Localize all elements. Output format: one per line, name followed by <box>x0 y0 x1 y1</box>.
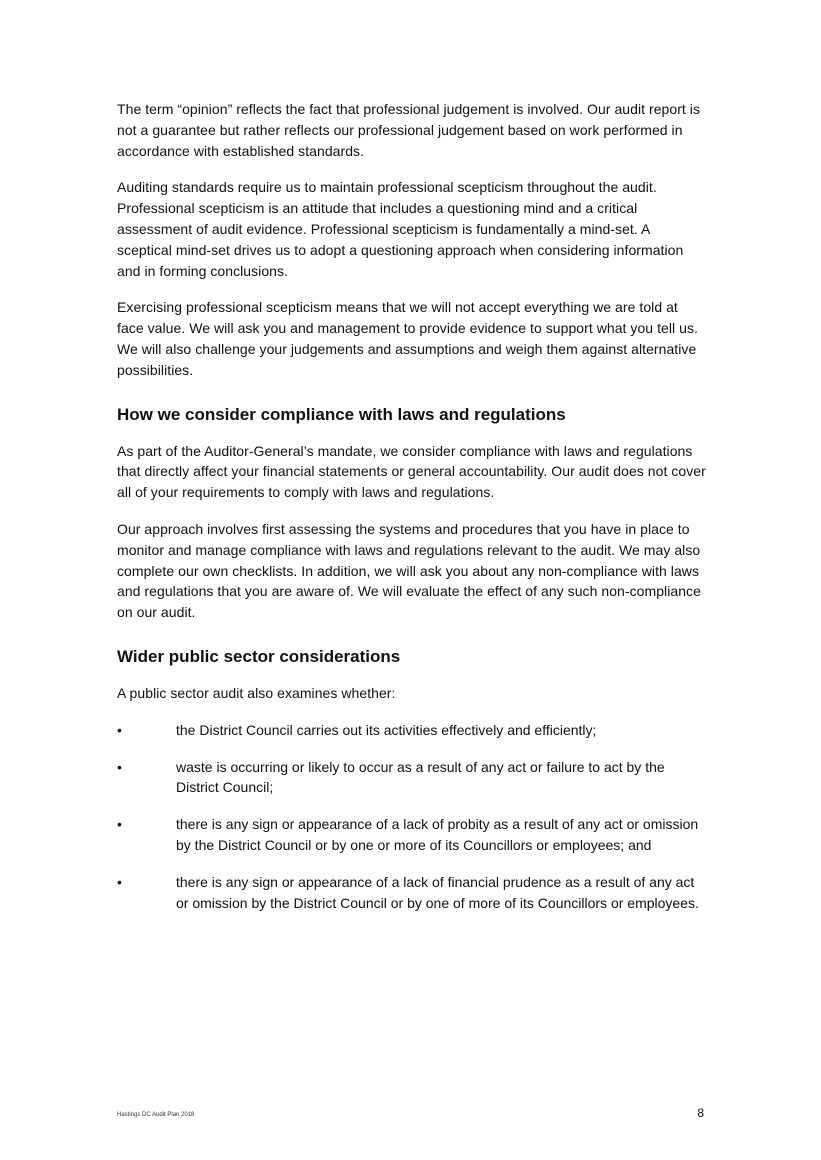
paragraph-exercising-scepticism: Exercising professional scepticism means that we will not accept everything we are told at face value. We will ask you and management to provide evidence to support what you tell us. We will also challenge your judgements and assumptions and weigh them against alternative possibilities. <box>117 299 698 378</box>
bullet-icon: • <box>117 873 122 890</box>
bullet-icon: • <box>117 758 122 775</box>
bullet-icon: • <box>117 816 122 833</box>
paragraph-public-sector-intro: A public sector audit also examines whether: <box>117 684 396 701</box>
list-item <box>117 814 707 856</box>
footer-document-title: Hastings DC Audit Plan 2018 <box>117 1112 195 1118</box>
heading-compliance: How we consider compliance with laws and regulations <box>117 404 566 424</box>
paragraph-compliance-mandate: As part of the Auditor-General’s mandate, we consider compliance with laws and regulations that directly affect your financial statements or general accountability. Our audit does not cover all of your requirements to comply with laws and regulations. <box>117 442 706 501</box>
heading-public-sector: Wider public sector considerations <box>117 646 401 666</box>
list-item <box>117 757 707 799</box>
list-item-text: the District Council carries out its activities effectively and efficiently; <box>176 721 597 738</box>
bullet-icon: • <box>117 721 122 738</box>
list-item-text: waste is occurring or likely to occur as a result of any act or failure to act by the District Council; <box>176 758 665 796</box>
list-item-text: there is any sign or appearance of a lack of financial prudence as a result of any act or omission by the District Council or by one of more of its Councillors or employees. <box>176 873 699 911</box>
public-sector-bullet-list <box>117 720 707 914</box>
list-item-text: there is any sign or appearance of a lack of probity as a result of any act or omission by the District Council or by one or more of its Councillors or employees; and <box>176 816 699 853</box>
page-number: 8 <box>697 1106 704 1120</box>
paragraph-scepticism: Auditing standards require us to maintain professional scepticism throughout the audit. Professional scepticism is an attitude that includes a questioning mind and a critical assessment of audit evidence. Professional scepticism is fundamentally a mind-set. A sceptical mind-set drives us to adopt a questioning approach when considering information and in forming conclusions. <box>117 179 684 279</box>
paragraph-compliance-approach: Our approach involves first assessing the systems and procedures that you have in place to monitor and manage compliance with laws and regulations relevant to the audit. We may also complete our own checklists. In addition, we will ask you about any non-compliance with laws and regulations that you are aware of. We will evaluate the effect of any such non-compliance on our audit. <box>117 520 701 621</box>
list-item <box>117 872 707 914</box>
page-body <box>117 99 707 929</box>
list-item <box>117 720 707 741</box>
paragraph-opinion: The term “opinion” reflects the fact that professional judgement is involved. Our audit report is not a guarantee but rather reflects our professional judgement based on work performed in accordance with established standards. <box>117 101 701 159</box>
